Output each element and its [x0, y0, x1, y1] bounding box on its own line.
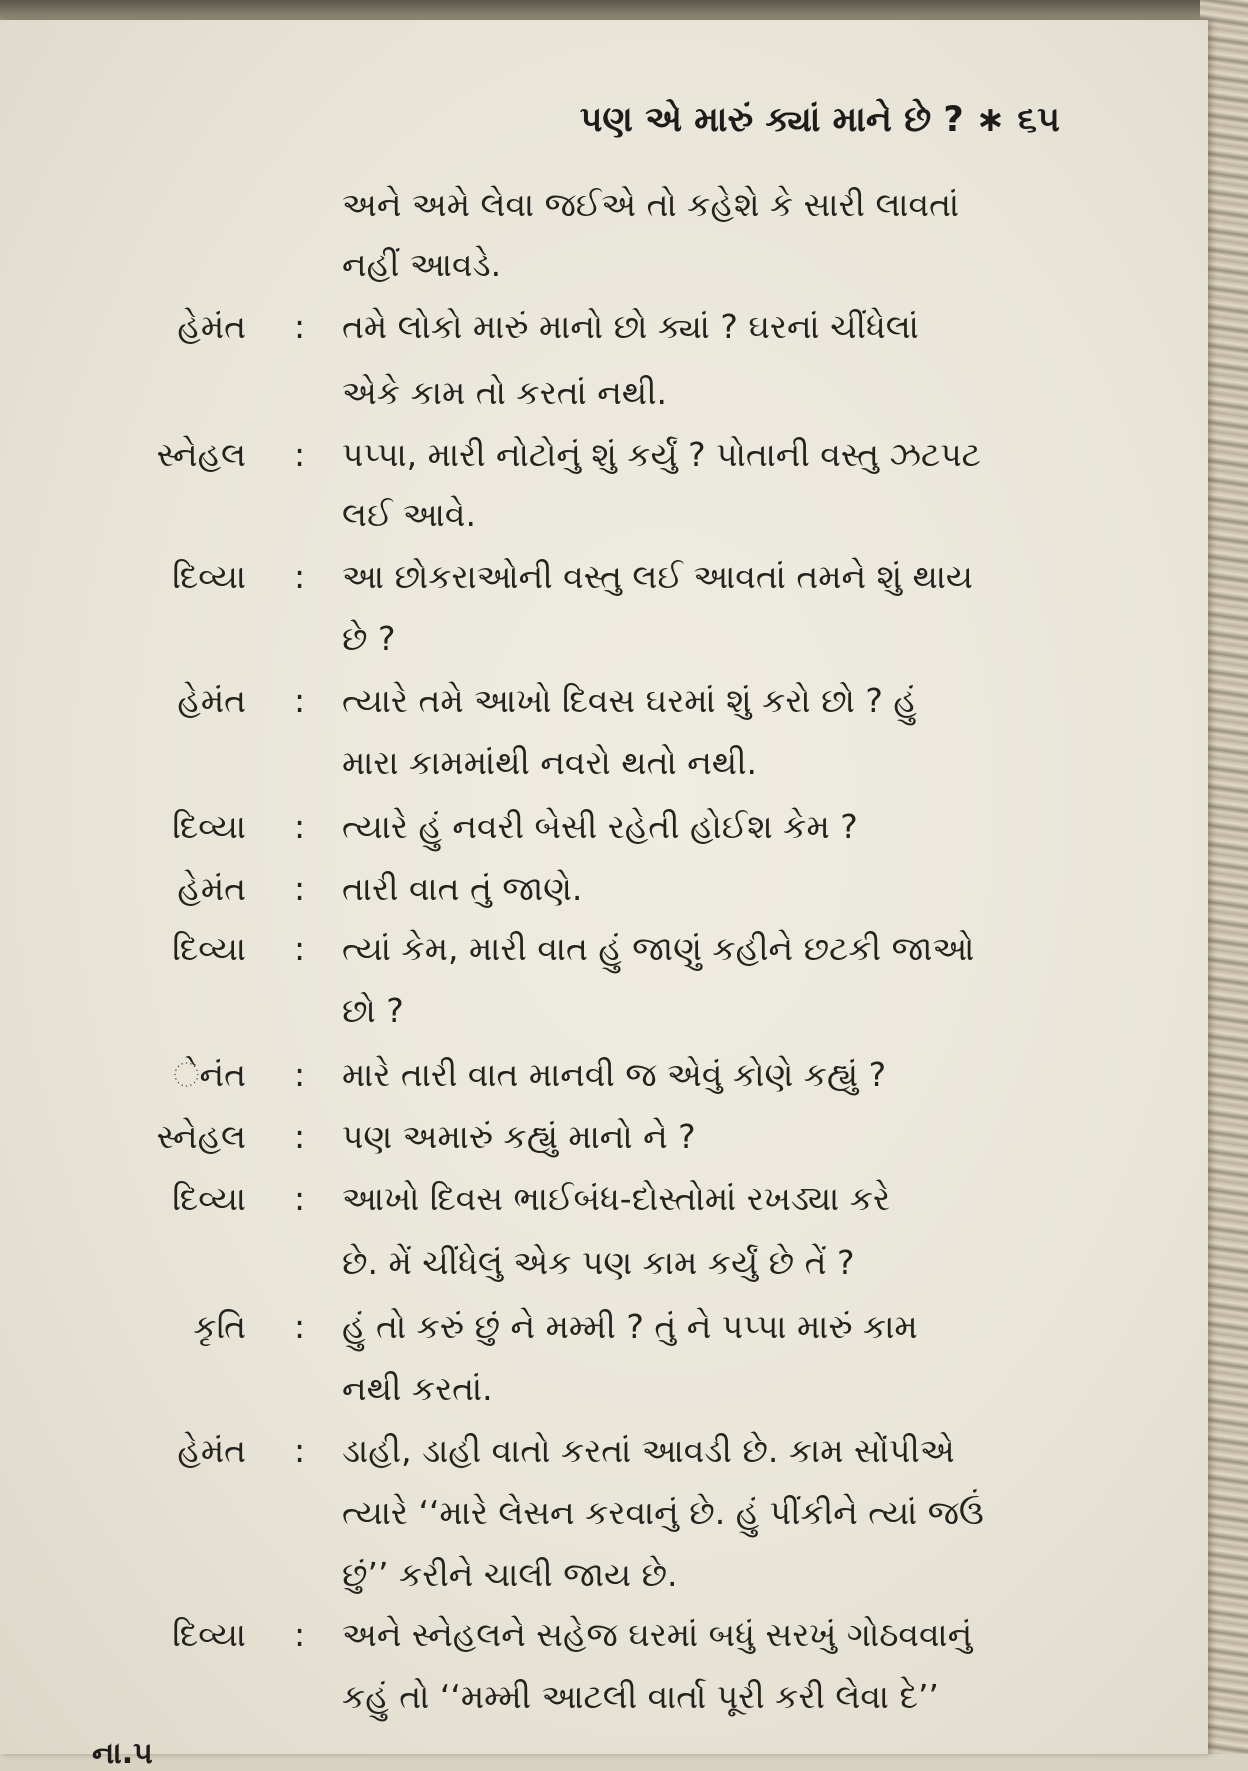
- speaker-colon: :: [294, 435, 306, 474]
- speaker-colon: :: [294, 1179, 306, 1218]
- dialogue-text: છે ?: [342, 619, 396, 658]
- dialogue-text: લઈ આવે.: [342, 495, 476, 534]
- dialogue-line: [0, 864, 1208, 914]
- speaker-name: સ્નેહલ: [156, 1117, 246, 1156]
- book-page: [0, 20, 1208, 1771]
- dialogue-line: [0, 490, 1208, 540]
- dialogue-text: નથી કરતાં.: [342, 1369, 493, 1408]
- dialogue-line: [0, 302, 1208, 352]
- dialogue-text: અને અમે લેવા જઈએ તો કહેશે કે સારી લાવતાં: [342, 185, 960, 224]
- dialogue-text: આખો દિવસ ભાઈબંધ-દોસ્તોમાં રખડ્યા કરે: [342, 1179, 891, 1218]
- speaker-name: દિવ્યા: [172, 557, 246, 596]
- dialogue-line: [0, 552, 1208, 602]
- dialogue-line: [0, 1364, 1208, 1414]
- speaker-colon: :: [294, 1307, 306, 1346]
- speaker-colon: :: [294, 681, 306, 720]
- dialogue-line: [0, 924, 1208, 974]
- dialogue-line: [0, 368, 1208, 418]
- dialogue-line: [0, 1488, 1208, 1538]
- dialogue-line: [0, 1672, 1208, 1722]
- dialogue-text: છું’’ કરીને ચાલી જાય છે.: [342, 1555, 678, 1594]
- speaker-name: હેમંત: [177, 307, 246, 346]
- dialogue-line: [0, 614, 1208, 664]
- speaker-colon: :: [294, 1117, 306, 1156]
- speaker-colon: :: [294, 1055, 306, 1094]
- dialogue-line: [0, 1610, 1208, 1660]
- dialogue-line: [0, 1112, 1208, 1162]
- dialogue-line: [0, 180, 1208, 230]
- dialogue-text: નહીં આવડે.: [342, 245, 502, 284]
- dialogue-text: આ છોકરાઓની વસ્તુ લઈ આવતાં તમને શું થાય: [342, 557, 973, 596]
- dialogue-text: ત્યારે ‘‘મારે લેસન કરવાનું છે. હું પીંકીને ત્યાં જઉં: [342, 1493, 984, 1532]
- dialogue-text: ત્યાં કેમ, મારી વાત હું જાણું કહીને છટકી જાઓ: [342, 929, 975, 968]
- dialogue-line: [0, 1302, 1208, 1352]
- dialogue-line: [0, 430, 1208, 480]
- running-head: પણ એ મારું ક્યાં માને છે ? ∗ ૬૫: [579, 100, 1060, 140]
- dialogue-text: છે. મેં ચીંધેલું એક પણ કામ કર્યું છે તેં ?: [342, 1243, 855, 1282]
- speaker-colon: :: [294, 307, 306, 346]
- dialogue-text: ત્યારે તમે આખો દિવસ ઘરમાં શું કરો છો ? હું: [342, 681, 917, 720]
- speaker-name: દિવ્યા: [172, 1179, 246, 1218]
- speaker-colon: :: [294, 807, 306, 846]
- dialogue-text: ડાહી, ડાહી વાતો કરતાં આવડી છે. કામ સોંપીએ: [342, 1431, 955, 1470]
- speaker-name: ેનંત: [173, 1055, 246, 1094]
- dialogue-line: [0, 240, 1208, 290]
- speaker-name: હેમંત: [177, 1431, 246, 1470]
- dialogue-text: તારી વાત તું જાણે.: [342, 869, 583, 908]
- speaker-colon: :: [294, 557, 306, 596]
- dialogue-text: પણ અમારું કહ્યું માનો ને ?: [342, 1117, 696, 1156]
- dialogue-line: [0, 1050, 1208, 1100]
- speaker-colon: :: [294, 929, 306, 968]
- dialogue-line: [0, 1174, 1208, 1224]
- dialogue-line: [0, 986, 1208, 1036]
- page-folio: ના.૫: [92, 1736, 153, 1771]
- speaker-colon: :: [294, 1615, 306, 1654]
- speaker-colon: :: [294, 1431, 306, 1470]
- dialogue-text: મારા કામમાંથી નવરો થતો નથી.: [342, 743, 758, 782]
- speaker-name: હેમંત: [177, 869, 246, 908]
- dialogue-text: કહું તો ‘‘મમ્મી આટલી વાર્તા પૂરી કરી લેવા દે’’: [342, 1677, 939, 1716]
- speaker-name: કૃતિ: [193, 1307, 246, 1346]
- dialogue-line: [0, 676, 1208, 726]
- dialogue-line: [0, 802, 1208, 852]
- dialogue-text: તમે લોકો મારું માનો છો ક્યાં ? ઘરનાં ચીંધેલાં: [342, 307, 919, 346]
- dialogue-text: અને સ્નેહલને સહેજ ઘરમાં બધું સરખું ગોઠવવાનું: [342, 1615, 973, 1654]
- dialogue-text: પપ્પા, મારી નોટોનું શું કર્યું ? પોતાની વસ્તુ ઝટપટ: [342, 435, 981, 474]
- dialogue-text: એકે કામ તો કરતાં નથી.: [342, 373, 668, 412]
- speaker-name: દિવ્યા: [172, 929, 246, 968]
- dialogue-line: [0, 1426, 1208, 1476]
- dialogue-line: [0, 1238, 1208, 1288]
- dialogue-line: [0, 738, 1208, 788]
- speaker-name: દિવ્યા: [172, 1615, 246, 1654]
- dialogue-text: ત્યારે હું નવરી બેસી રહેતી હોઈશ કેમ ?: [342, 807, 858, 846]
- dialogue-text: છો ?: [342, 991, 404, 1030]
- speaker-colon: :: [294, 869, 306, 908]
- dialogue-text: હું તો કરું છું ને મમ્મી ? તું ને પપ્પા મારું કામ: [342, 1307, 918, 1346]
- speaker-name: હેમંત: [177, 681, 246, 720]
- speaker-name: સ્નેહલ: [156, 435, 246, 474]
- speaker-name: દિવ્યા: [172, 807, 246, 846]
- dialogue-text: મારે તારી વાત માનવી જ એવું કોણે કહ્યું ?: [342, 1055, 887, 1094]
- dialogue-line: [0, 1550, 1208, 1600]
